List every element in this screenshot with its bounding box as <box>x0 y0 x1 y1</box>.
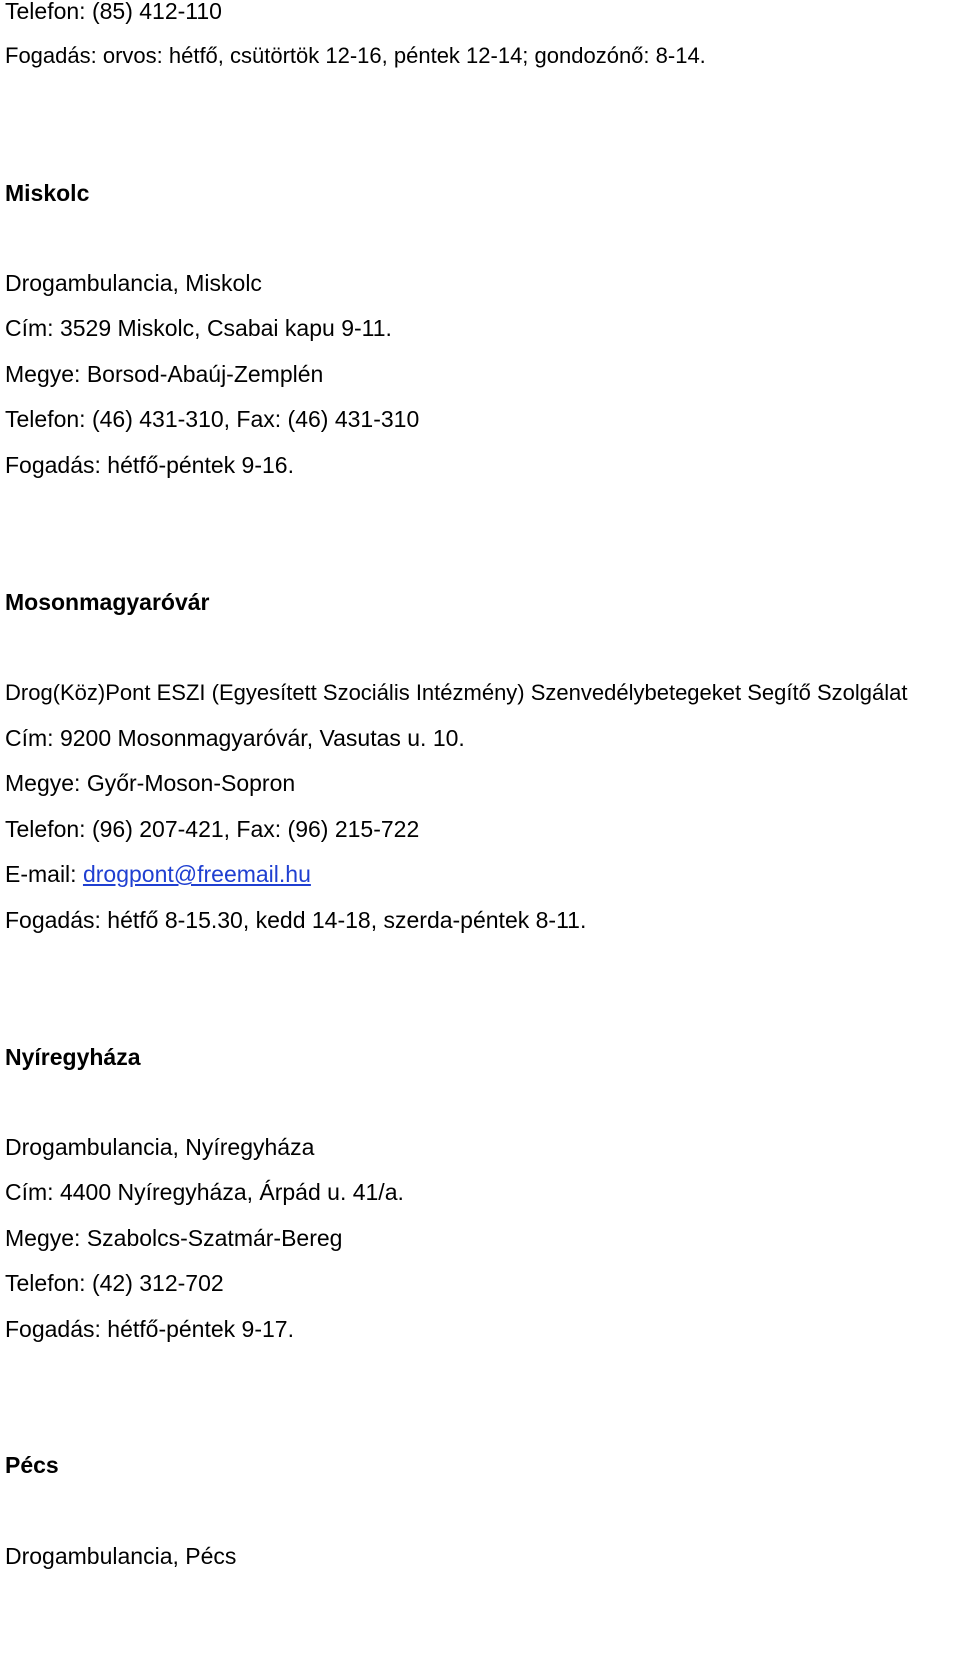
email-label: E-mail: <box>5 861 83 887</box>
phone-line: Telefon: (46) 431-310, Fax: (46) 431-310 <box>5 406 420 432</box>
hours-line: Fogadás: hétfő 8-15.30, kedd 14-18, szerda-péntek 8-11. <box>5 907 587 933</box>
address-line: Cím: 3529 Miskolc, Csabai kapu 9-11. <box>5 315 392 341</box>
county-line: Megye: Győr-Moson-Sopron <box>5 770 296 796</box>
email-link[interactable]: drogpont@freemail.hu <box>82 861 311 887</box>
hours-line: Fogadás: hétfő-péntek 9-17. <box>5 1316 294 1342</box>
institution-name: Drog(Köz)Pont ESZI (Egyesített Szociális Intézmény) Szenvedélybetegeket Segítő Szolgálat <box>5 680 908 705</box>
county-line: Megye: Borsod-Abaúj-Zemplén <box>5 361 324 387</box>
hours-line: Fogadás: orvos: hétfő, csütörtök 12-16, péntek 12-14; gondozónő: 8-14. <box>5 43 706 68</box>
hours-line: Fogadás: hétfő-péntek 9-16. <box>5 452 294 478</box>
section-heading-mosonmagyarovar: Mosonmagyaróvár <box>5 589 210 615</box>
email-line <box>5 861 311 887</box>
phone-line: Telefon: (42) 312-702 <box>5 1270 224 1296</box>
institution-name: Drogambulancia, Miskolc <box>5 270 262 296</box>
section-heading-pecs: Pécs <box>5 1452 59 1478</box>
institution-name: Drogambulancia, Pécs <box>5 1543 237 1569</box>
phone-line: Telefon: (85) 412-110 <box>5 0 222 24</box>
institution-name: Drogambulancia, Nyíregyháza <box>5 1134 315 1160</box>
phone-line: Telefon: (96) 207-421, Fax: (96) 215-722 <box>5 816 420 842</box>
section-heading-nyiregyhaza: Nyíregyháza <box>5 1044 141 1070</box>
address-line: Cím: 4400 Nyíregyháza, Árpád u. 41/a. <box>5 1179 404 1205</box>
county-line: Megye: Szabolcs-Szatmár-Bereg <box>5 1225 343 1251</box>
section-heading-miskolc: Miskolc <box>5 180 90 206</box>
address-line: Cím: 9200 Mosonmagyaróvár, Vasutas u. 10. <box>5 725 465 751</box>
